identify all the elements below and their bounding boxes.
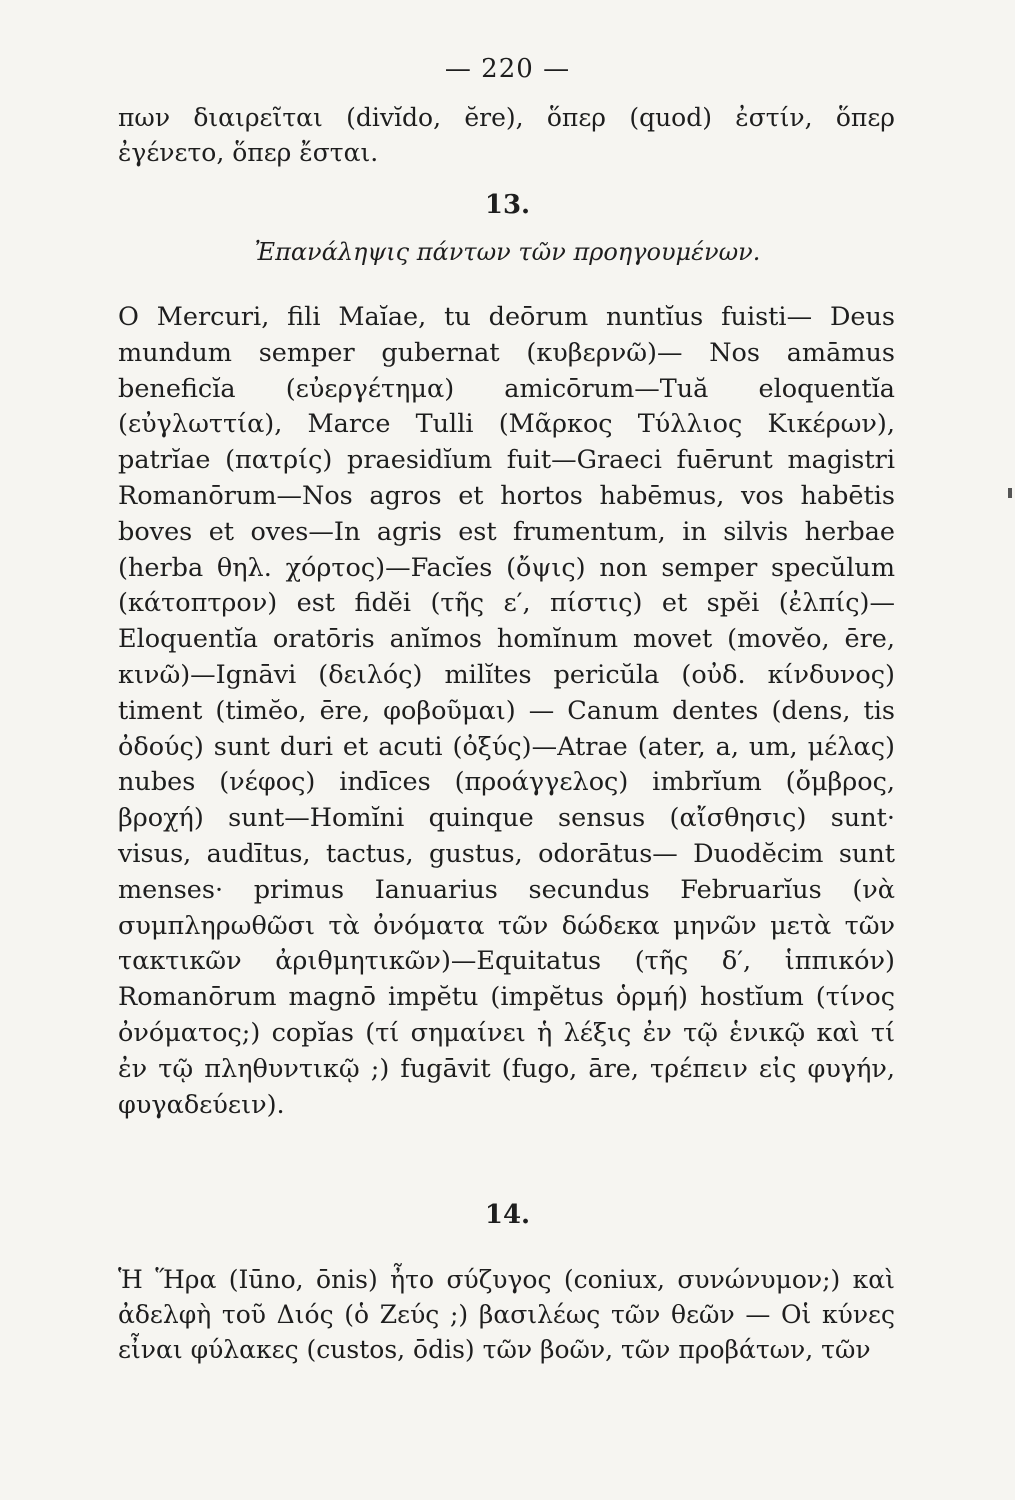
page-number: — 220 — <box>444 54 571 84</box>
section-14-body: Ἡ Ἥρα (Iūno, ōnis) ἦτο σύζυγος (coniux, συνώνυμον;) καὶ ἀδελφὴ τοῦ Διός (ὁ Ζεύς ;) βασιλέως τῶν θεῶν — Οἱ κύνες εἶναι φύλακες (custos, ōdis) τῶν βοῶν, τῶν προβάτων, τῶν <box>118 1265 895 1364</box>
section-13-body: O Mercuri, fili Maĭae, tu deōrum nuntĭus fuisti— Deus mundum semper gubernat (κυβερνῶ)— Nos amāmus beneficĭa (εὐεργέτημα) amicōrum—Tuă eloquentĭa (εὐγλωττία), Marce Tulli (Μᾶρκος Τύλλιος Κικέρων), patrĭae (πατρίς) praesidĭum fuit—Graeci fuērunt magistri Romanōrum—Nos agros et hortos habēmus, vos habētis boves et oves—In agris est frumentum, in silvis herbae (herba θηλ. χόρτος)—Facĭes (ὄψις) non semper specŭlum (κάτοπτρον) est fidĕi (τῆς ε′, πίστις) et spĕi (ἐλπίς)—Eloquentĭa oratōris anĭmos homĭnum movet (movĕo, ēre, κινῶ)—Ignāvi (δειλός) milĭtes pericŭla (οὐδ. κίνδυνος) timent (timĕo, ēre, φοβοῦμαι) — Canum dentes (dens, tis ὀδούς) sunt duri et acuti (ὀξύς)—Atrae (ater, a, um, μέλας) nubes (νέφος) indīces (προάγγελος) imbrĭum (ὄμβρος, βροχή) sunt—Homĭni quinque sensus (αἴσθησις) sunt· visus, audītus, tactus, gustus, odorātus— Duodĕcim sunt menses· primus Ianuarius secundus Februarĭus (νὰ συμπληρωθῶσι τὰ ὀνόματα τῶν δώδεκα μηνῶν μετὰ τῶν τακτικῶν ἀριθμητικῶν)—Equitatus (τῆς δ′, ἱππικόν) Romanōrum magnō impĕtu (impĕtus ὁρμή) hostĭum (τίνος ὀνόματος;) copĭas (τί σημαίνει ἡ λέξις ἐν τῷ ἑνικῷ καὶ τί ἐν τῷ πληθυντικῷ ;) fugāvit (fugo, āre, τρέπειν εἰς φυγήν, φυγαδεύειν). <box>118 302 895 1120</box>
section-14-heading: 14. <box>484 1200 531 1230</box>
section-13-title: Ἐπανάληψις πάντων τῶν προηγουμένων. <box>254 238 761 266</box>
margin-mark <box>1008 488 1012 498</box>
intro-paragraph: πων διαιρεῖται (divĭdo, ĕre), ὅπερ (quod) ἐστίν, ὅπερ ἐγένετο, ὅπερ ἔσται. <box>118 103 895 167</box>
section-13-heading: 13. <box>484 190 531 220</box>
